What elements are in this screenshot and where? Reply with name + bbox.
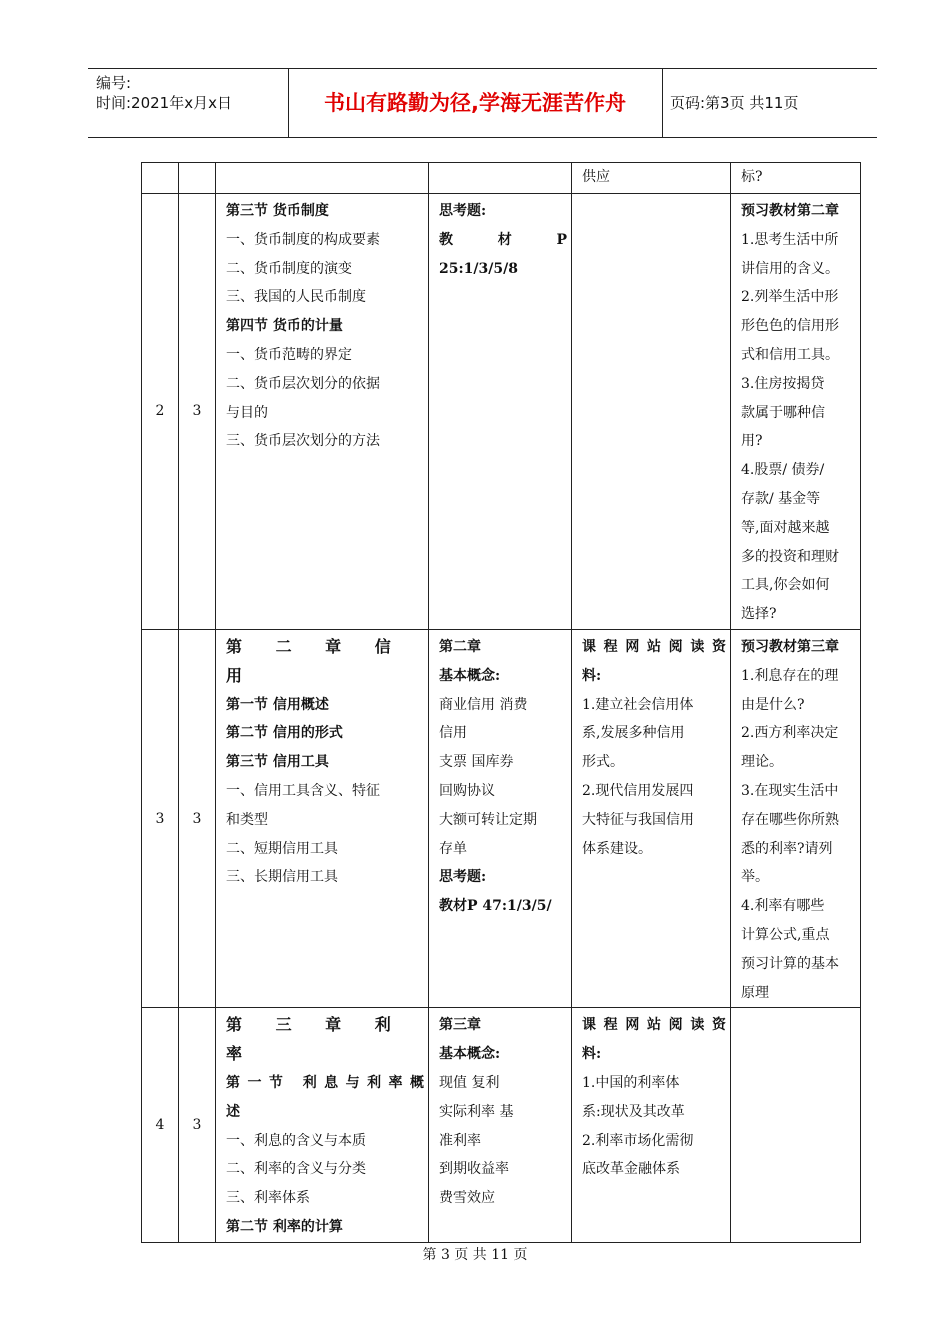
table-cell: [429, 163, 572, 194]
reading-line: 体系建设。: [582, 840, 652, 857]
preview-line: 4.股票/ 债券/: [741, 462, 825, 479]
section-heading: 第三节 货币制度: [226, 203, 329, 219]
homework-line: 思考题:: [439, 203, 487, 219]
section-heading: 第一节 信用概述: [226, 696, 329, 713]
content-line: 二、货币层次划分的依据: [226, 375, 380, 392]
reading-line: 系,发展多种信用: [582, 725, 685, 742]
reading-cell: [572, 194, 731, 630]
content-line: 二、短期信用工具: [226, 840, 338, 857]
table-row: [142, 194, 861, 630]
preview-line: 款属于哪种信: [741, 404, 825, 421]
preview-line: 理论。: [741, 754, 783, 771]
reading-line: 课程网站阅读资: [582, 638, 726, 655]
table-row: [142, 1008, 861, 1242]
table-cell: [216, 163, 429, 194]
reading-line: 2.利率市场化需彻: [582, 1132, 694, 1149]
preview-line: 2.西方利率决定: [741, 725, 839, 742]
preview-line: 式和信用工具。: [741, 346, 839, 363]
homework-cell: [429, 1008, 572, 1242]
reading-line: 料:: [582, 1046, 602, 1063]
page-footer: 第 3 页 共 11 页: [422, 1247, 528, 1263]
content-line: 三、我国的人民币制度: [226, 289, 366, 306]
header-page-number: 页码:第3页 共11页: [670, 94, 799, 112]
preview-line: 原理: [741, 984, 769, 1001]
content-line: 一、货币范畴的界定: [226, 346, 352, 363]
homework-line: 现值 复利: [439, 1074, 500, 1091]
hours-cell: 3: [179, 194, 216, 630]
section-heading: 第一节 利息与利率概: [226, 1074, 424, 1091]
preview-line: 举。: [741, 869, 769, 886]
reading-line: 大特征与我国信用: [582, 811, 694, 828]
week-cell: 4: [142, 1008, 179, 1242]
hours-cell: 3: [179, 629, 216, 1007]
number-label: 编号:: [96, 74, 132, 92]
content-cell: [216, 629, 429, 1007]
preview-line: 2.列举生活中形: [741, 289, 839, 306]
homework-line: 第三章: [439, 1017, 481, 1034]
preview-line: 1.思考生活中所: [741, 231, 839, 248]
table-cell: [731, 163, 861, 194]
content-line: 一、信用工具含义、特征: [226, 782, 380, 799]
chapter-heading: 第 二 章 信 用: [226, 636, 405, 685]
homework-line: 回购协议: [439, 782, 495, 799]
content-cell: [216, 1008, 429, 1242]
homework-line: 商业信用 消费: [439, 696, 528, 713]
preview-line: 悉的利率?请列: [741, 840, 833, 857]
homework-line: 第二章: [439, 638, 481, 655]
reading-cell: [572, 1008, 731, 1242]
preview-cell: [731, 1008, 861, 1242]
content-line: 二、利率的含义与分类: [226, 1161, 366, 1178]
content-line: 和类型: [226, 811, 268, 828]
time-label: 时间:2021年x月x日: [96, 94, 232, 112]
homework-line: 到期收益率: [439, 1161, 509, 1178]
section-heading: 第四节 货币的计量: [226, 318, 343, 335]
preview-line: 多的投资和理财: [741, 548, 839, 565]
preview-cell: [731, 629, 861, 1007]
reading-line: 2.现代信用发展四: [582, 782, 694, 799]
preview-line: 预习教材第二章: [741, 203, 839, 219]
preview-line: 形色色的信用形: [741, 318, 839, 335]
chapter-heading: 第 三 章 利率: [226, 1015, 405, 1064]
reading-line: 料:: [582, 667, 602, 684]
reading-line: 1.中国的利率体: [582, 1074, 680, 1091]
content-line: 三、长期信用工具: [226, 869, 338, 886]
header-meta: [96, 73, 232, 113]
section-heading: 第二节 利率的计算: [226, 1218, 343, 1235]
preview-line: 预习教材第三章: [741, 638, 839, 655]
reading-line: 1.建立社会信用体: [582, 696, 694, 713]
table-cell: [179, 163, 216, 194]
homework-line: 教 材 P: [439, 231, 567, 248]
homework-cell: [429, 629, 572, 1007]
homework-line: 信用: [439, 725, 467, 742]
preview-line: 3.住房按揭贷: [741, 375, 825, 392]
content-line: 一、利息的含义与本质: [226, 1132, 366, 1149]
preview-line: 计算公式,重点: [741, 926, 830, 943]
preview-line: 3.在现实生活中: [741, 782, 839, 799]
content-line: 二、货币制度的演变: [226, 260, 352, 277]
content-cell: [216, 194, 429, 630]
content-line: 一、货币制度的构成要素: [226, 231, 380, 248]
section-heading: 第三节 信用工具: [226, 754, 329, 771]
reading-line: 系:现状及其改革: [582, 1103, 685, 1120]
homework-line: 实际利率 基: [439, 1103, 514, 1120]
homework-line: 准利率: [439, 1132, 481, 1149]
preview-line: 存在哪些你所熟: [741, 811, 839, 828]
table-cell: [572, 163, 731, 194]
preview-line: 由是什么?: [741, 696, 805, 713]
preview-line: 预习计算的基本: [741, 955, 839, 972]
section-heading: 第二节 信用的形式: [226, 725, 343, 742]
page-header: [88, 68, 877, 138]
preview-line: 选择?: [741, 606, 777, 623]
homework-line: 存单: [439, 840, 467, 857]
table-row: [142, 163, 861, 194]
homework-cell: [429, 194, 572, 630]
content-line: 三、货币层次划分的方法: [226, 433, 380, 450]
preview-line: 4.利率有哪些: [741, 898, 825, 915]
top-row-reading: 供应: [582, 169, 610, 185]
week-cell: 2: [142, 194, 179, 630]
reading-line: 底改革金融体系: [582, 1161, 680, 1178]
week-cell: 3: [142, 629, 179, 1007]
header-motto: 书山有路勤为径,学海无涯苦作舟: [324, 91, 626, 115]
top-row-preview: 标?: [741, 169, 763, 185]
preview-line: 存款/ 基金等: [741, 490, 821, 507]
homework-line: 25:1/3/5/8: [439, 260, 518, 277]
homework-line: 基本概念:: [439, 667, 501, 684]
homework-line: 费雪效应: [439, 1190, 495, 1207]
content-line: 与目的: [226, 404, 268, 421]
reading-line: 形式。: [582, 754, 624, 771]
preview-cell: [731, 194, 861, 630]
preview-line: 用?: [741, 433, 763, 450]
header-divider: [662, 69, 663, 137]
table-row: [142, 629, 861, 1007]
hours-cell: 3: [179, 1008, 216, 1242]
course-schedule-table: [141, 162, 861, 1243]
homework-line: 大额可转让定期: [439, 811, 537, 828]
preview-line: 工具,你会如何: [741, 577, 830, 594]
preview-line: 1.利息存在的理: [741, 667, 839, 684]
homework-line: 基本概念:: [439, 1046, 501, 1063]
preview-line: 等,面对越来越: [741, 519, 830, 536]
preview-line: 讲信用的含义。: [741, 260, 839, 277]
reading-cell: [572, 629, 731, 1007]
homework-line: 教材P 47:1/3/5/: [439, 898, 552, 915]
content-line: 三、利率体系: [226, 1190, 310, 1207]
homework-line: 支票 国库券: [439, 754, 514, 771]
reading-line: 课程网站阅读资: [582, 1017, 726, 1034]
table-cell: [142, 163, 179, 194]
section-heading: 述: [226, 1103, 240, 1120]
homework-line: 思考题:: [439, 869, 487, 886]
